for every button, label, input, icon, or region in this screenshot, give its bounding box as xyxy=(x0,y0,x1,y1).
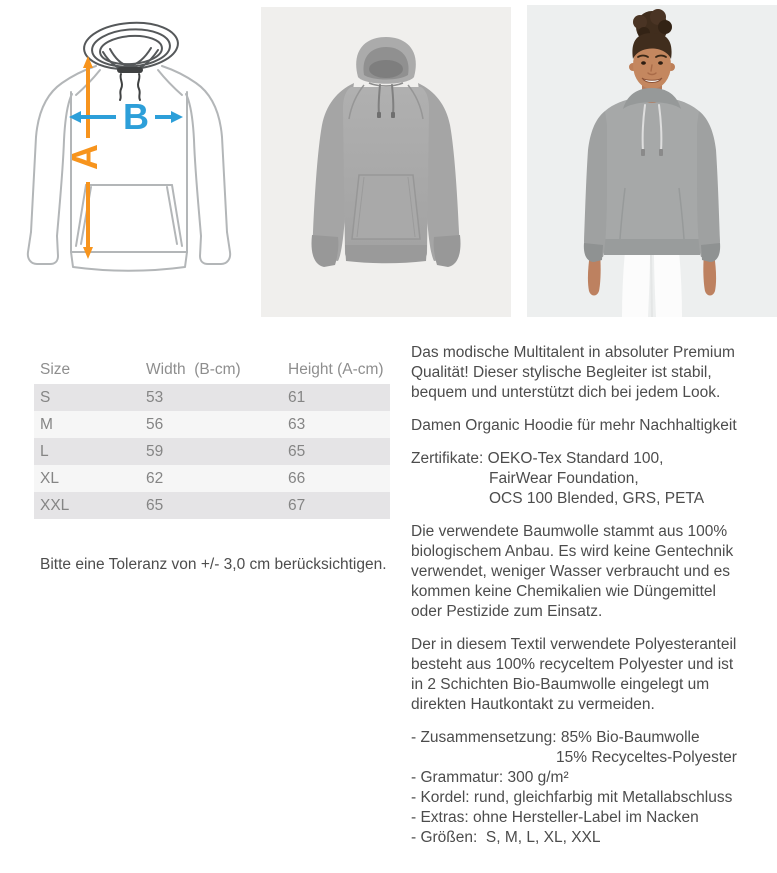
size-cell: XXL xyxy=(34,492,140,519)
description-line: - Kordel: rund, gleichfarbig mit Metallabschluss xyxy=(411,789,733,806)
size-cell: 53 xyxy=(140,384,282,411)
size-cell: 65 xyxy=(140,492,282,519)
description-line: oder Pestizide zum Einsatz. xyxy=(411,603,603,620)
size-cell: 66 xyxy=(282,465,390,492)
table-row xyxy=(34,492,390,519)
size-cell: S xyxy=(34,384,140,411)
description-line: in 2 Schichten Bio-Baumwolle eingelegt um xyxy=(411,676,710,693)
label-a: A xyxy=(64,144,105,170)
product-photo-svg xyxy=(261,7,511,317)
description-paragraph xyxy=(411,416,773,436)
size-cell: L xyxy=(34,438,140,465)
model-photo xyxy=(527,5,777,317)
description-line: besteht aus 100% recyceltem Polyester und ist xyxy=(411,656,734,673)
description-line: Zertifikate: OEKO-Tex Standard 100, xyxy=(411,450,664,467)
description-line: - Zusammensetzung: 85% Bio-Baumwolle xyxy=(411,729,700,746)
description-line: Der in diesem Textil verwendete Polyesteranteil xyxy=(411,636,737,653)
description-line: kommen keine Chemikalien wie Düngemittel xyxy=(411,583,716,600)
description-paragraph xyxy=(411,635,773,715)
description-line: bequem und unterstützt dich bei jedem Look. xyxy=(411,384,721,401)
size-cell: 59 xyxy=(140,438,282,465)
tolerance-note: Bitte eine Toleranz von +/- 3,0 cm berücksichtigen. xyxy=(40,556,387,573)
table-row xyxy=(34,438,390,465)
description-paragraph xyxy=(411,449,773,509)
column-header: Height (A-cm) xyxy=(282,355,390,384)
size-cell: 67 xyxy=(282,492,390,519)
description-line: biologischem Anbau. Es wird keine Gentechnik xyxy=(411,543,734,560)
size-cell: 56 xyxy=(140,411,282,438)
size-table xyxy=(34,355,390,519)
description-line: - Größen: S, M, L, XL, XXL xyxy=(411,829,601,846)
column-header: Width (B-cm) xyxy=(140,355,282,384)
table-row xyxy=(34,465,390,492)
size-cell: M xyxy=(34,411,140,438)
size-cell: 63 xyxy=(282,411,390,438)
table-row xyxy=(34,384,390,411)
column-header: Size xyxy=(34,355,140,384)
product-photo xyxy=(261,7,511,317)
size-cell: 61 xyxy=(282,384,390,411)
size-table-header xyxy=(34,355,390,384)
label-b: B xyxy=(123,96,149,137)
description-line: FairWear Foundation, xyxy=(489,470,639,487)
model-photo-svg xyxy=(527,5,777,317)
description-line: - Extras: ohne Hersteller-Label im Nacken xyxy=(411,809,699,826)
description-line: OCS 100 Blended, GRS, PETA xyxy=(489,490,705,507)
hood-outline xyxy=(83,20,180,72)
table-row xyxy=(34,411,390,438)
size-cell: 65 xyxy=(282,438,390,465)
description-paragraph xyxy=(411,522,773,622)
size-cell: XL xyxy=(34,465,140,492)
size-diagram-image xyxy=(0,0,252,302)
description-paragraph xyxy=(411,343,773,403)
description-line: verwendet, weniger Wasser verbraucht und es xyxy=(411,563,731,580)
size-chart xyxy=(34,355,390,519)
description-line: direkten Hautkontakt zu vermeiden. xyxy=(411,696,655,713)
description-line: 15% Recyceltes-Polyester xyxy=(556,749,737,766)
description-line: Das modische Multitalent in absoluter Premium xyxy=(411,344,735,361)
description-line: Damen Organic Hoodie für mehr Nachhaltigkeit xyxy=(411,417,737,434)
size-cell: 62 xyxy=(140,465,282,492)
size-diagram-svg xyxy=(0,0,252,302)
description-line: - Grammatur: 300 g/m² xyxy=(411,769,569,786)
description-paragraph xyxy=(411,728,773,848)
description-line: Die verwendete Baumwolle stammt aus 100% xyxy=(411,523,728,540)
size-table-body xyxy=(34,384,390,519)
product-description xyxy=(411,343,773,861)
description-line: Qualität! Dieser stylische Begleiter ist stabil, xyxy=(411,364,712,381)
